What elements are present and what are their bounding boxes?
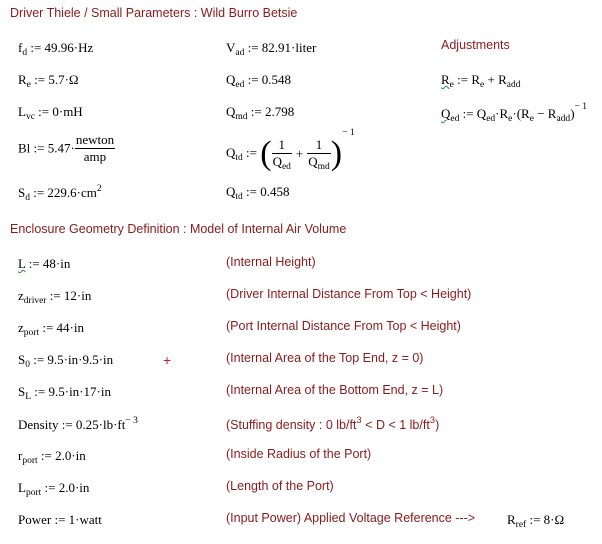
qtd-den1-symbol: Q <box>272 153 282 169</box>
rref-expression: := 8·Ω <box>526 512 565 527</box>
vad-expression: := 82.91·liter <box>244 40 317 55</box>
density-desc-part-a: (Stuffing density : 0 lb/ft <box>226 418 357 432</box>
re-adjust-plus: + R <box>484 72 507 87</box>
zdriver-expression: := 12·in <box>46 288 92 303</box>
qtd-fraction-md-numerator: 1 <box>307 137 331 154</box>
qed-adjust-rhs: := Q <box>459 106 487 121</box>
re-expression: := 5.7·Ω <box>30 72 79 87</box>
qtd-formula-subscript: td <box>235 153 243 164</box>
rport-expression: := 2.0·in <box>37 448 86 463</box>
sd-symbol: S <box>18 185 26 200</box>
zdriver-description: (Driver Internal Distance From Top < Height) <box>226 287 472 301</box>
qed-adjust-minus: − R <box>533 106 557 121</box>
re-symbol: R <box>18 72 27 87</box>
enclosure-section-title: Enclosure Geometry Definition : Model of Internal Air Volume <box>10 222 347 236</box>
re-adjust-lhs <box>441 72 454 90</box>
fd-symbol: f <box>18 40 23 55</box>
qed-adjust-mid-subscript: e <box>508 114 513 124</box>
bl-definition[interactable] <box>18 132 115 165</box>
rref-definition[interactable] <box>507 512 564 530</box>
qtd-formula-assign: := <box>242 145 261 161</box>
zport-description: (Port Internal Distance From Top < Height) <box>226 319 461 333</box>
bl-unit-numerator: newton <box>75 132 115 147</box>
adjustments-title: Adjustments <box>441 38 510 52</box>
qtd-fraction-ed <box>272 137 292 172</box>
density-desc-part-b: < D < 1 lb/ft <box>361 418 430 432</box>
qtd-close-paren: ) <box>330 135 343 173</box>
qed-definition[interactable] <box>226 72 291 90</box>
qed-adjust-add-subscript: add <box>556 114 571 124</box>
s0-subscript: 0 <box>25 360 30 370</box>
height-description: (Internal Height) <box>226 255 316 269</box>
zport-definition[interactable] <box>18 320 84 338</box>
qtd-formula[interactable] <box>226 128 355 174</box>
zport-subscript: port <box>23 328 40 338</box>
sl-description: (Internal Area of the Bottom End, z = L) <box>226 383 444 397</box>
qmd-symbol: Q <box>226 104 236 119</box>
lvc-definition[interactable] <box>18 104 83 122</box>
vad-subscript: ad <box>235 48 245 58</box>
qtd-fraction-ed-numerator: 1 <box>272 137 292 154</box>
lport-description: (Length of the Port) <box>226 479 334 493</box>
zdriver-definition[interactable] <box>18 288 91 306</box>
bl-unit-fraction <box>75 132 115 165</box>
qed-subscript: ed <box>235 80 245 90</box>
s0-description: (Internal Area of the Top End, z = 0) <box>226 351 424 365</box>
re-adjust-rhs-subscript: e <box>480 80 485 90</box>
density-expression: := 0.25·lb·ft <box>58 417 126 432</box>
re-adjustment-equation[interactable] <box>441 72 520 90</box>
density-description <box>226 415 439 432</box>
re-subscript: e <box>26 80 31 90</box>
sl-subscript: L <box>25 392 32 402</box>
power-description: (Input Power) Applied Voltage Reference ---> <box>226 511 476 525</box>
sl-symbol: S <box>18 384 26 399</box>
density-definition[interactable] <box>18 416 138 433</box>
density-desc-sup-a: 3 <box>356 415 362 426</box>
qtd-fraction-md-denominator <box>307 154 331 172</box>
rref-symbol: R <box>507 512 516 527</box>
density-exponent: − 3 <box>125 416 138 426</box>
lvc-subscript: vc <box>25 112 35 122</box>
sd-subscript: d <box>25 193 30 203</box>
bl-expression: Bl := 5.47· <box>18 140 75 156</box>
lport-subscript: port <box>25 488 42 498</box>
bl-unit-denominator: amp <box>83 149 107 164</box>
qtd-formula-lhs <box>226 145 261 164</box>
lvc-expression: := 0·mH <box>34 104 83 119</box>
qmd-expression: := 2.798 <box>247 104 295 119</box>
qed-expression: := 0.548 <box>244 72 292 87</box>
qtd-formula-symbol: Q <box>226 145 236 161</box>
qed-adjustment-equation[interactable] <box>441 102 587 124</box>
lport-symbol: L <box>18 480 26 495</box>
qtd-fraction-md <box>307 137 331 172</box>
height-symbol: L <box>18 256 26 271</box>
height-expression: := 48·in <box>25 256 71 271</box>
sl-expression: := 9.5·in·17·in <box>31 384 111 399</box>
rport-symbol: r <box>18 448 23 463</box>
rport-subscript: port <box>22 456 38 466</box>
driver-section-title: Driver Thiele / Small Parameters : Wild Burro Betsie <box>10 6 298 20</box>
zdriver-subscript: driver <box>23 296 47 306</box>
qmd-definition[interactable] <box>226 104 294 122</box>
re-adjust-lhs-subscript: e <box>449 80 454 90</box>
sd-expression: := 229.6·cm <box>29 185 97 200</box>
qed-adjust-mid: ·R <box>495 106 509 121</box>
power-definition[interactable] <box>18 512 102 528</box>
qed-adjust-paren-open: ·(R <box>512 106 530 121</box>
qtd-value-subscript: td <box>235 192 243 202</box>
re-adjust-rhs: := R <box>453 72 481 87</box>
re-adjust-lhs-symbol: R <box>441 72 450 87</box>
qmd-subscript: md <box>235 112 248 122</box>
fd-definition[interactable] <box>18 40 93 58</box>
qed-adjust-lhs-subscript: ed <box>450 114 460 124</box>
qed-adjust-lhs <box>441 106 460 124</box>
sl-definition[interactable] <box>18 384 111 402</box>
qed-symbol: Q <box>226 72 236 87</box>
sd-superscript: 2 <box>96 184 102 194</box>
qtd-exponent: − 1 <box>342 128 355 138</box>
density-desc-part-c: ) <box>435 418 440 432</box>
s0-symbol: S <box>18 352 26 367</box>
qtd-fraction-ed-denominator <box>272 154 292 172</box>
fd-subscript: d <box>22 48 28 58</box>
lport-expression: := 2.0·in <box>41 480 90 495</box>
qtd-value-symbol: Q <box>226 184 236 199</box>
lvc-symbol: L <box>18 104 26 119</box>
qtd-plus-sign: + <box>295 146 304 162</box>
vad-definition[interactable] <box>226 40 316 58</box>
zport-expression: := 44·in <box>39 320 84 335</box>
s0-expression: := 9.5·in·9.5·in <box>29 352 114 367</box>
lport-definition[interactable] <box>18 480 89 498</box>
zdriver-symbol: z <box>18 288 24 303</box>
s0-definition[interactable] <box>18 352 113 370</box>
rport-definition[interactable] <box>18 448 86 466</box>
qtd-den2-symbol: Q <box>308 153 318 169</box>
qtd-open-paren: ( <box>260 135 272 173</box>
qtd-den2-subscript: md <box>317 161 330 172</box>
crosshair-cursor-icon[interactable]: + <box>163 352 172 368</box>
qed-adjust-paren-close: ) <box>570 106 575 121</box>
height-definition[interactable] <box>18 256 70 272</box>
qtd-den1-subscript: ed <box>281 161 291 172</box>
qtd-value-expression: := 0.458 <box>242 184 290 199</box>
re-adjust-add-subscript: add <box>506 80 521 90</box>
density-symbol: Density <box>18 417 59 432</box>
zport-symbol: z <box>18 320 24 335</box>
sd-definition[interactable] <box>18 184 102 203</box>
qed-adjust-exponent: − 1 <box>574 102 588 112</box>
fd-expression: := 49.96·Hz <box>27 40 94 55</box>
re-definition[interactable] <box>18 72 79 90</box>
rref-subscript: ref <box>515 520 527 530</box>
power-symbol: Power <box>18 512 52 527</box>
density-desc-sup-b: 3 <box>429 415 436 426</box>
qed-adjust-rhs-subscript: ed <box>486 114 496 124</box>
qtd-value[interactable] <box>226 184 289 202</box>
qed-adjust-paren-subscript: e <box>529 114 534 124</box>
rport-description: (Inside Radius of the Port) <box>226 447 372 461</box>
power-expression: := 1·watt <box>51 512 102 527</box>
vad-symbol: V <box>226 40 236 55</box>
qed-adjust-lhs-symbol: Q <box>441 106 451 121</box>
